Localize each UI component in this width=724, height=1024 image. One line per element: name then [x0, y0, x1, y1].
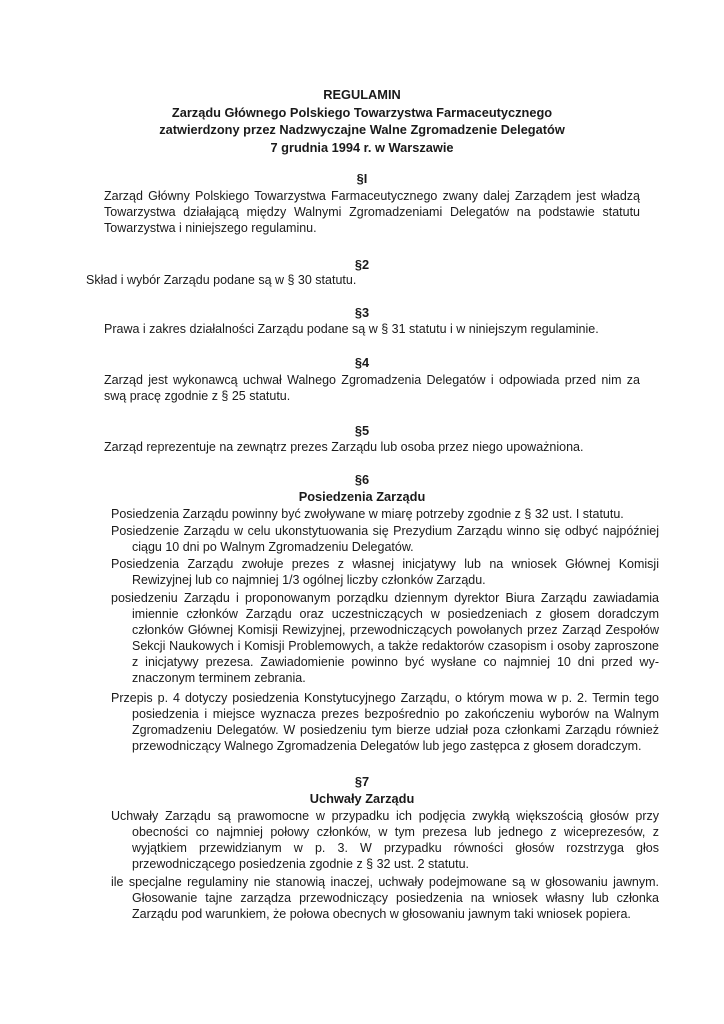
document-approval-line: zatwierdzony przez Nadzwyczajne Walne Zgromadzenie Delegatów — [159, 122, 565, 137]
section-4-heading: §4 — [354, 355, 370, 370]
section-6-item-4: posiedzeniu Zarządu i proponowanym porządku dziennym dyrektor Biura Zarządu zawiadamia imiennie członków Zarządu oraz uczestniczących w posiedzeniach z głosem doradczym członków Głównej Komisji Rewizyjnej, przewodniczących powołanych przez Zarząd Zespołów Sekcji Naukowych i Komisji Problemowych, a także redaktorów czasopism i osoby zaproszone z inicjatywy prezesa. Zawiadomienie powinno być wysłane co najmniej 10 dni przed wy-znaczonym terminem zebrania. — [111, 591, 659, 685]
section-6-item-1: Posiedzenia Zarządu powinny być zwoływane w miarę potrzeby zgodnie z § 32 ust. I statutu. — [111, 507, 624, 521]
section-6-item-5: Przepis p. 4 dotyczy posiedzenia Konstytucyjnego Zarządu, o którym mowa w p. 2. Termin tego posiedzenia i miejsce wyznacza prezes bezpośrednio po zakończeniu wyborów na Walnym Zgromadzeniu Delegatów. W posiedzeniu tym bierze udział poza członkami Zarządu również przewodniczący Walnego Zgromadzenia Delegatów lub jego zastępca z głosem doradczym. — [111, 691, 659, 753]
section-7-item-1: Uchwały Zarządu są prawomocne w przypadku ich podjęcia zwykłą większością głosów przy obecności co najmniej połowy członków, w tym prezesa lub jednego z wiceprezesów, z wyjątkiem przewidzianym w p. 3. W przypadku równości głosów rozstrzyga głos przewodniczącego posiedzenia zgodnie z § 32 ust. 2 statutu. — [111, 809, 659, 871]
document-date-line: 7 grudnia 1994 r. w Warszawie — [270, 139, 454, 155]
section-2-text: Skład i wybór Zarządu podane są w § 30 statutu. — [86, 273, 357, 287]
section-1-text: Zarząd Główny Polskiego Towarzystwa Farmaceutycznego zwany dalej Zarządem jest władzą Towarzystwa działającą między Walnymi Zgromadzeniami Delegatów na podstawie statutu Towarzystwa i niniejszego regulaminu. — [104, 189, 640, 235]
section-4-text: Zarząd jest wykonawcą uchwał Walnego Zgromadzenia Delegatów i odpowiada przed nim za swą pracę zgodnie z § 25 statutu. — [104, 373, 640, 403]
section-6-item-3: Posiedzenia Zarządu zwołuje prezes z własnej inicjatywy lub na wniosek Głównej Komisji Rewizyjnej lub co najmniej 1/3 ogólnej liczby członków Zarządu. — [111, 557, 659, 587]
document-subtitle: Zarządu Głównego Polskiego Towarzystwa Farmaceutycznego — [171, 104, 553, 120]
section-7-subheading: Uchwały Zarządu — [309, 791, 415, 806]
section-2-heading: §2 — [354, 257, 370, 272]
section-6-heading: §6 — [354, 472, 370, 487]
section-1-heading: §I — [356, 171, 368, 186]
section-7-heading: §7 — [354, 774, 370, 789]
section-6-subheading: Posiedzenia Zarządu — [298, 489, 426, 504]
section-3-text: Prawa i zakres działalności Zarządu podane są w § 31 statutu i w niniejszym regulaminie. — [104, 322, 599, 336]
section-3-heading: §3 — [354, 305, 370, 320]
document-title: REGULAMIN — [323, 87, 401, 102]
section-5-heading: §5 — [354, 423, 370, 438]
section-5-text: Zarząd reprezentuje na zewnątrz prezes Zarządu lub osoba przez niego upoważniona. — [104, 440, 584, 454]
section-7-item-2: ile specjalne regulaminy nie stanowią inaczej, uchwały podejmowane są w głosowaniu jawnym. Głosowanie tajne zarządza przewodniczący posiedzenia na wniosek własny lub członka Zarządu pod warunkiem, że połowa obecnych w głosowaniu jawnym taki wniosek popiera. — [111, 875, 659, 921]
section-6-item-2: Posiedzenie Zarządu w celu ukonstytuowania się Prezydium Zarządu winno się odbyć najpóźniej ciągu 10 dni po Walnym Zgromadzeniu Delegatów. — [111, 524, 659, 554]
